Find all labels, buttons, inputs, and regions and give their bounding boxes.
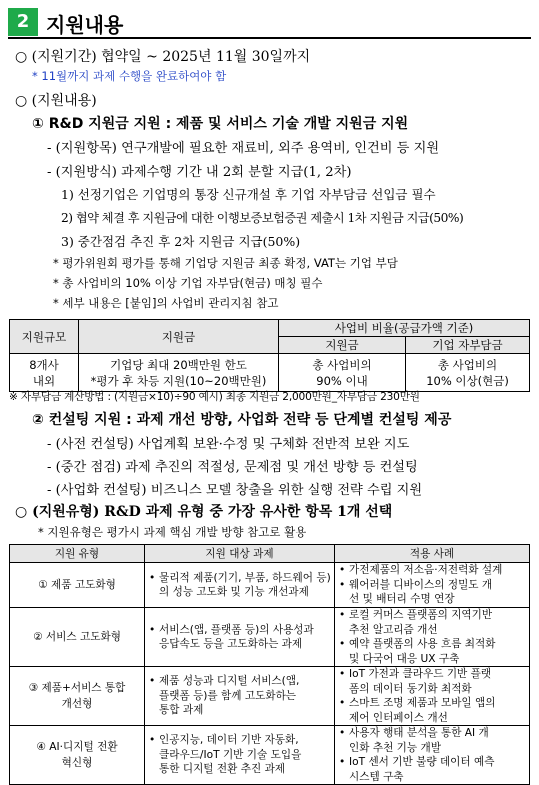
rnd-note: * 세부 내용은 [붙임]의 사업비 관리지침 참고 — [53, 296, 279, 310]
example-item — [349, 726, 529, 755]
consulting-item: - (중간 점검) 과제 추진의 적절성, 문제점 및 개선 방향 등 컨설팅 — [47, 460, 418, 475]
support-scale-table — [9, 319, 530, 392]
text-line: • 스마트 조명 제품과 모바일 앱의 — [349, 697, 496, 709]
scale-cell — [10, 354, 79, 392]
example-header: 적용 사례 — [335, 545, 530, 563]
type-cell — [10, 563, 145, 608]
ratio-grant-cell — [279, 354, 406, 392]
type-line: 혁신형 — [61, 757, 93, 769]
consulting-item: - (사업화 컨설팅) 비즈니스 모델 창출을 위한 실행 전략 수립 지원 — [47, 483, 423, 498]
support-period-note: * 11월까지 과제 수행을 완료하여야 함 — [32, 69, 227, 83]
text-line: • 제품 성능과 디지털 서비스(앱, — [159, 675, 300, 688]
target-cell — [145, 608, 335, 667]
text-line: • IoT 센서 기반 불량 데이터 예측 — [349, 756, 495, 768]
example-item — [349, 563, 529, 578]
example-item — [349, 608, 529, 637]
type-header: 지원 유형 — [10, 545, 145, 563]
grant-header: 지원금 — [79, 320, 279, 354]
type-line: ③ 제품+서비스 통합 — [28, 682, 126, 694]
example-item — [349, 578, 529, 607]
rnd-note: * 총 사업비의 10% 이상 기업 자부담(현금) 매칭 필수 — [53, 276, 323, 290]
text-line: 추천 알고리즘 개선 — [349, 623, 438, 636]
target-cell — [145, 667, 335, 726]
text-line: 응답속도 등을 고도화하는 과제 — [159, 638, 303, 650]
text-line: 인화 추천 기능 개발 — [349, 741, 441, 754]
type-line: ④ AI·디지털 전환 — [36, 741, 118, 753]
ratio-self-header: 기업 자부담금 — [406, 337, 530, 354]
ratio-grant-header: 지원금 — [279, 337, 406, 354]
text-line: • 가전제품의 저소음·저전력화 설계 — [349, 564, 503, 577]
example-cell — [335, 667, 530, 726]
text-line: 시스템 구축 — [349, 770, 404, 783]
scale-line: 8개사 — [29, 357, 59, 372]
rnd-note: * 평가위원회 평가를 통해 기업당 지원금 최종 확정, VAT는 기업 부담 — [53, 256, 398, 270]
target-header: 지원 대상 과제 — [145, 545, 335, 563]
text-line: 폼의 데이터 동기화 최적화 — [349, 682, 472, 695]
example-item — [349, 755, 529, 784]
section-number-badge: 2 — [8, 8, 38, 36]
text-line: • IoT 가전과 클라우드 기반 플랫 — [349, 668, 492, 680]
example-item — [349, 667, 529, 696]
type-line: ① 제품 고도화형 — [38, 579, 116, 591]
rnd-step: 3) 중간점검 추진 후 2차 지원금 지급(50%) — [61, 234, 301, 249]
section-divider — [8, 37, 531, 39]
ratio-self-line: 총 사업비의 — [437, 357, 498, 372]
text-line: • 예약 플랫폼의 사용 흐름 최적화 — [349, 638, 496, 650]
rnd-item: - (지원방식) 과제수행 기간 내 2회 분할 지급(1, 2차) — [47, 165, 352, 180]
target-item — [159, 733, 334, 777]
text-line: 및 다국어 대응 UX 구축 — [349, 652, 460, 665]
text-line: 플랫폼 등)를 함께 고도화하는 — [159, 689, 297, 702]
support-content-label: ○ (지원내용) — [15, 93, 97, 109]
target-item — [159, 571, 334, 600]
support-type-table — [9, 544, 530, 785]
type-cell — [10, 667, 145, 726]
grant-line: *평가 후 차등 지원(10~20백만원) — [90, 373, 267, 388]
target-cell — [145, 563, 335, 608]
support-type-title: ○ (지원유형) R&D 과제 유형 중 가장 유사한 항목 1개 선택 — [15, 504, 393, 520]
grant-line: 기업당 최대 20백만원 한도 — [110, 357, 247, 372]
text-line: • 물리적 제품(기기, 부품, 하드웨어 등) — [159, 571, 331, 584]
rnd-step: 2) 협약 체결 후 지원금에 대한 이행보증보험증권 제출시 1차 지원금 지급(50%) — [61, 211, 464, 225]
example-item — [349, 696, 529, 725]
text-line: • 로컬 커머스 플랫폼의 지역기반 — [349, 609, 493, 621]
example-item — [349, 637, 529, 666]
section-title: 지원내용 — [46, 13, 124, 37]
text-line: • 서비스(앱, 플랫폼 등)의 사용성과 — [159, 623, 314, 636]
text-line: 통합 과제 — [159, 704, 204, 717]
text-line: 의 성능 고도화 및 기능 개선과제 — [159, 586, 309, 598]
text-line: 클라우드/IoT 기반 기술 도입을 — [159, 748, 302, 761]
target-item — [159, 623, 334, 652]
type-line: 개선형 — [61, 698, 93, 710]
support-type-note: * 지원유형은 평가시 과제 핵심 개발 방향 참고로 활용 — [38, 525, 307, 539]
example-cell — [335, 563, 530, 608]
text-line: • 인공지능, 데이터 기반 자동화, — [159, 734, 299, 747]
example-cell — [335, 608, 530, 667]
scale-header: 지원규모 — [10, 320, 79, 354]
text-line: 통한 디지털 전환 추진 과제 — [159, 763, 286, 776]
text-line: 선 및 배터리 수명 연장 — [349, 593, 455, 606]
rnd-support-title: ① R&D 지원금 지원 : 제품 및 서비스 기술 개발 지원금 지원 — [32, 116, 409, 132]
target-item — [159, 674, 334, 718]
ratio-grant-line: 총 사업비의 — [312, 357, 372, 372]
support-period: ○ (지원기간) 협약일 ~ 2025년 11월 30일까지 — [15, 49, 311, 65]
consulting-item: - (사전 컨설팅) 사업계획 보완·수정 및 구체화 전반적 보완 지도 — [47, 437, 410, 452]
rnd-item: - (지원항목) 연구개발에 필요한 재료비, 외주 용역비, 인건비 등 지원 — [47, 141, 440, 156]
text-line: 제어 인터페이스 개선 — [349, 711, 448, 724]
ratio-self-line: 10% 이상(현금) — [426, 373, 509, 388]
text-line: • 웨어러블 디바이스의 정밀도 개 — [349, 578, 493, 591]
consulting-title: ② 컨설팅 지원 : 과제 개선 방향, 사업화 전략 등 단계별 컨설팅 제공 — [32, 412, 452, 428]
ratio-grant-line: 90% 이내 — [316, 373, 368, 388]
rnd-step: 1) 선정기업은 기업명의 통장 신규개설 후 기업 자부담금 선입금 필수 — [61, 187, 436, 202]
self-funding-calc-note: ※ 자부담금 계산방법 : (지원금×10)÷90 예시) 최종 지원금 2,000만원_자부담금 230만원 — [9, 391, 420, 403]
type-line: ② 서비스 고도화형 — [33, 631, 121, 643]
text-line: • 사용자 행태 분석을 통한 AI 개 — [349, 727, 489, 739]
grant-cell — [79, 354, 279, 392]
type-cell — [10, 608, 145, 667]
ratio-self-cell — [406, 354, 530, 392]
ratio-header: 사업비 비율(공급가액 기준) — [279, 320, 530, 337]
scale-line: 내외 — [32, 373, 56, 388]
